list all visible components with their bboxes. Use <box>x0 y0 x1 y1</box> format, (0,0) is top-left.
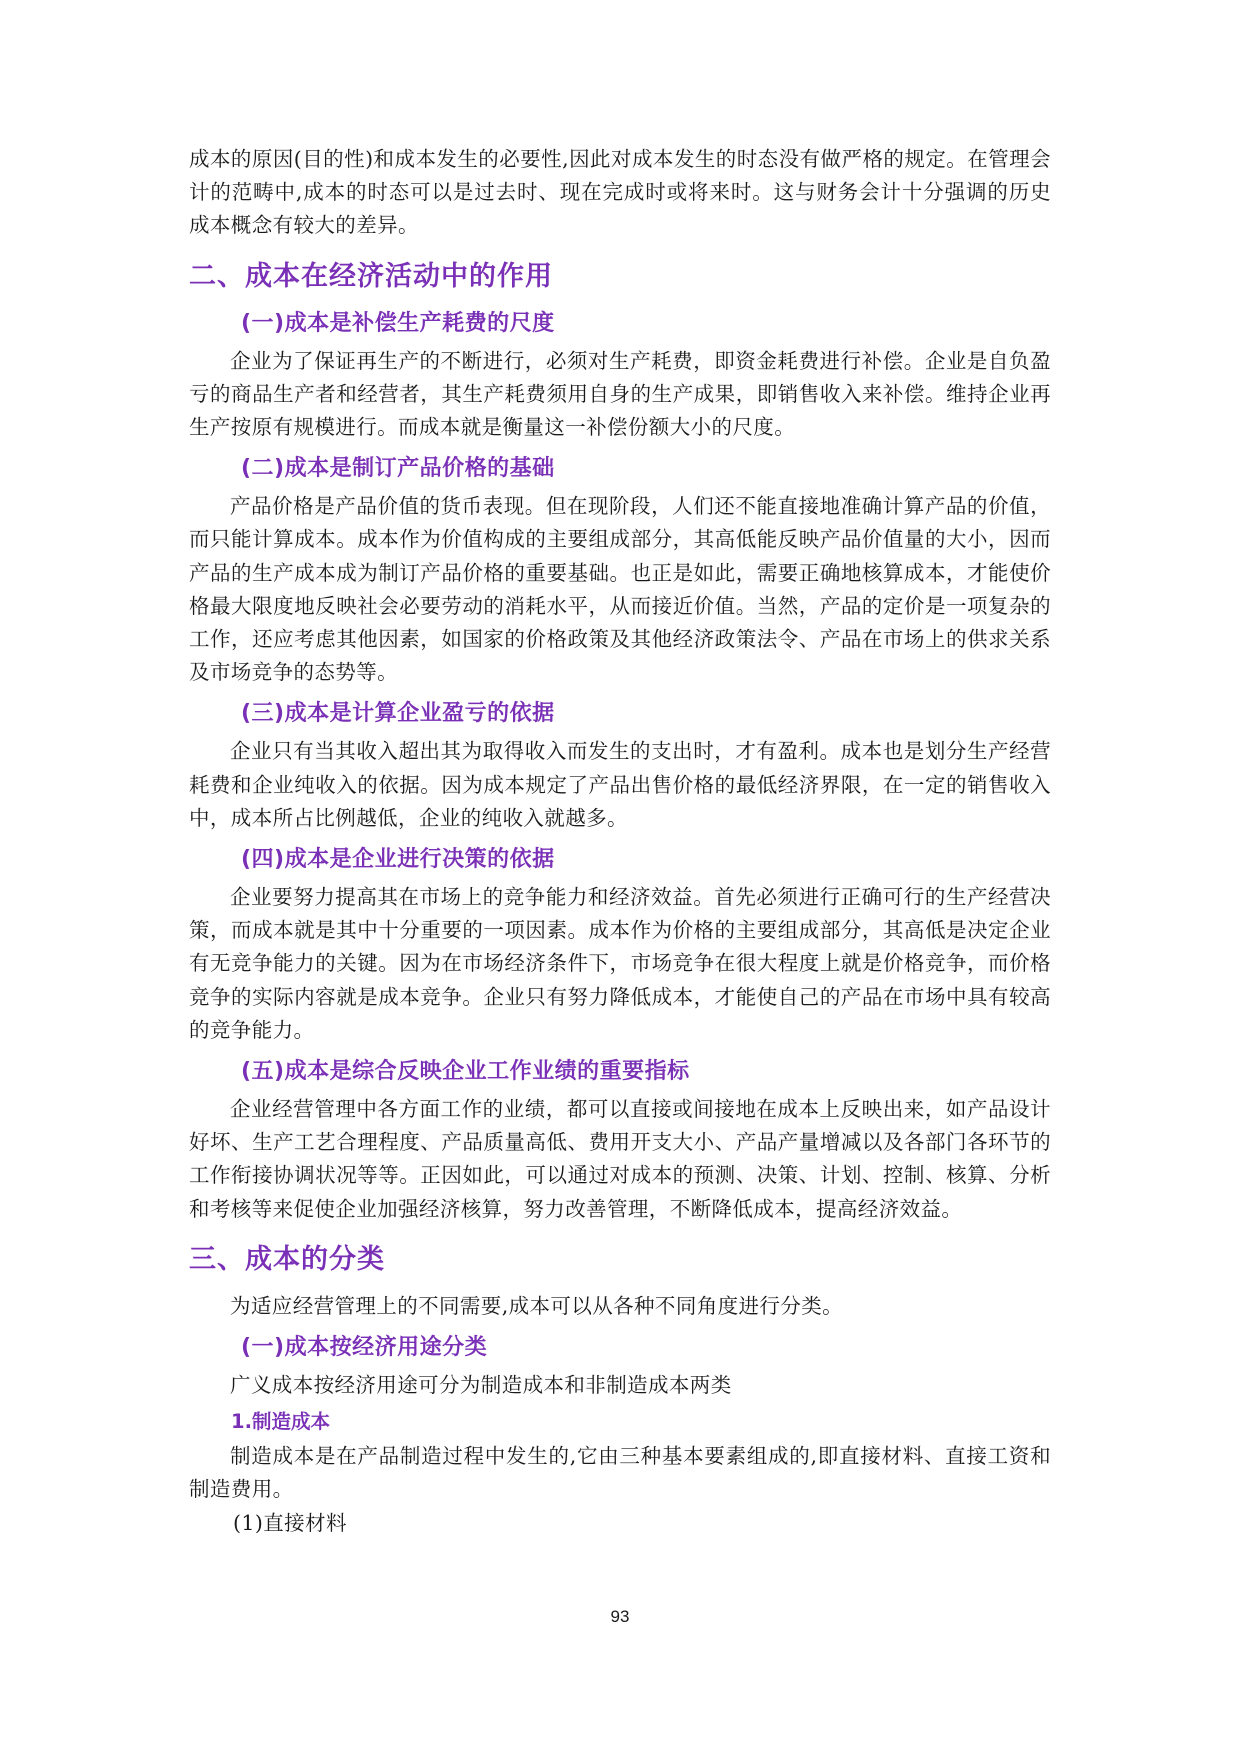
subsection-3-1-paragraph: 广义成本按经济用途可分为制造成本和非制造成本两类 <box>230 1373 732 1398</box>
section-3-heading: 三、成本的分类 <box>189 1243 385 1275</box>
manufacturing-cost-heading: 1.制造成本 <box>231 1410 330 1434</box>
subsection-2-5-heading: (五)成本是综合反映企业工作业绩的重要指标 <box>241 1059 690 1085</box>
subsection-2-5-paragraph: 企业经营管理中各方面工作的业绩，都可以直接或间接地在成本上反映出来，如产品设计好坏、生产工艺合理程度、产品质量高低、费用开支大小、产品产量增减以及各部门各环节的工作衔接协调状况等等。正因如此，可以通过对成本的预测、决策、计划、控制、核算、分析和考核等来促使企业加强经济核算，努力改善管理，不断降低成本，提高经济效益。 <box>189 1097 1051 1221</box>
subsection-2-1-paragraph: 企业为了保证再生产的不断进行，必须对生产耗费，即资金耗费进行补偿。企业是自负盈亏的商品生产者和经营者，其生产耗费须用自身的生产成果，即销售收入来补偿。维持企业再生产按原有规模进行。而成本就是衡量这一补偿份额大小的尺度。 <box>189 348 1051 440</box>
intro-paragraph: 成本的原因(目的性)和成本发生的必要性,因此对成本发生的时态没有做严格的规定。在管理会计的范畴中,成本的时态可以是过去时、现在完成时或将来时。这与财务会计十分强调的历史成本概念有较大的差异。 <box>189 147 1051 238</box>
subsection-2-1-heading: (一)成本是补偿生产耗费的尺度 <box>241 310 555 336</box>
subsection-2-3-heading: (三)成本是计算企业盈亏的依据 <box>241 701 555 727</box>
subsection-3-1-heading: (一)成本按经济用途分类 <box>241 1335 488 1361</box>
page-content <box>189 143 1051 1540</box>
direct-materials-item: (1)直接材料 <box>233 1510 347 1535</box>
subsection-2-4-paragraph: 企业要努力提高其在市场上的竞争能力和经济效益。首先必须进行正确可行的生产经营决策，而成本就是其中十分重要的一项因素。成本作为价格的主要组成部分，其高低是决定企业有无竞争能力的关键。因为在市场经济条件下，市场竞争在很大程度上就是价格竞争，而价格竞争的实际内容就是成本竞争。企业只有努力降低成本，才能使自己的产品在市场中具有较高的竞争能力。 <box>189 885 1051 1042</box>
subsection-2-2-paragraph: 产品价格是产品价值的货币表现。但在现阶段，人们还不能直接地准确计算产品的价值，而只能计算成本。成本作为价值构成的主要组成部分，其高低能反映产品价值量的大小，因而产品的生产成本成为制订产品价格的重要基础。也正是如此，需要正确地核算成本，才能使价格最大限度地反映社会必要劳动的消耗水平，从而接近价值。当然，产品的定价是一项复杂的工作，还应考虑其他因素，如国家的价格政策及其他经济政策法令、产品在市场上的供求关系及市场竞争的态势等。 <box>189 494 1051 685</box>
section-3-intro-paragraph: 为适应经营管理上的不同需要,成本可以从各种不同角度进行分类。 <box>230 1293 844 1318</box>
subsection-2-4-heading: (四)成本是企业进行决策的依据 <box>241 847 555 873</box>
page-number: 93 <box>610 1607 630 1626</box>
section-2-heading: 二、成本在经济活动中的作用 <box>189 260 553 292</box>
subsection-2-3-paragraph: 企业只有当其收入超出其为取得收入而发生的支出时，才有盈利。成本也是划分生产经营耗费和企业纯收入的依据。因为成本规定了产品出售价格的最低经济界限，在一定的销售收入中，成本所占比例越低，企业的纯收入就越多。 <box>189 739 1051 830</box>
manufacturing-cost-paragraph: 制造成本是在产品制造过程中发生的,它由三种基本要素组成的,即直接材料、直接工资和制造费用。 <box>189 1444 1051 1502</box>
subsection-2-2-heading: (二)成本是制订产品价格的基础 <box>241 456 555 482</box>
